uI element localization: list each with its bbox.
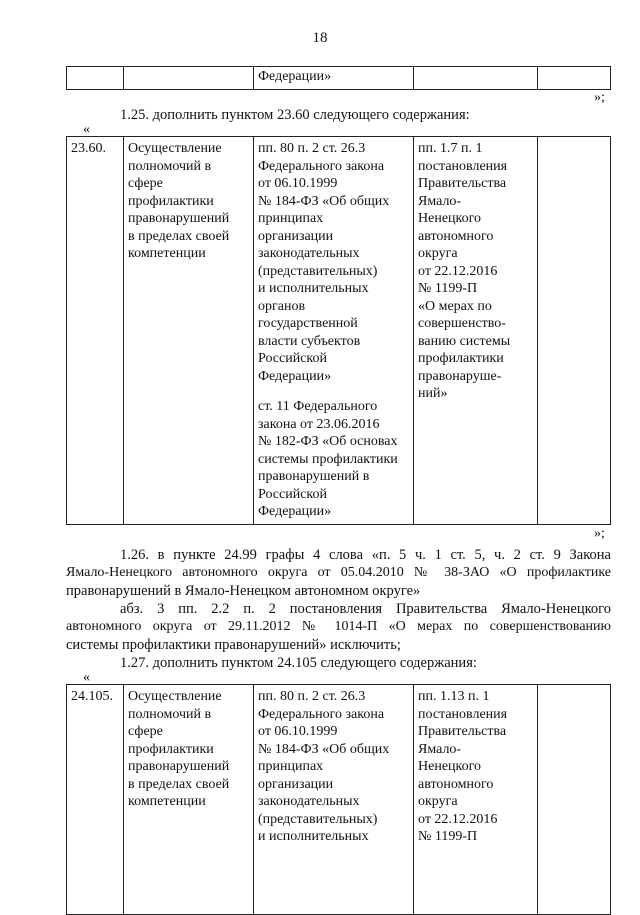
table-cell	[538, 67, 611, 90]
opening-quote-mark: «	[83, 122, 90, 137]
empty-cell	[538, 137, 611, 525]
regional-basis-text: пп. 1.13 п. 1 постановления Правительства Ямало- Ненецкого автономного округа от 22.12.2016 № 1199-П	[418, 689, 508, 844]
table-row-23-60	[66, 136, 611, 525]
regional-basis-cell	[414, 685, 538, 915]
table-cell	[67, 67, 124, 90]
paragraph-line: Ямало-Ненецкого автономного округа от 05.04.2010 № 38-ЗАО «О профилактике	[66, 565, 611, 580]
power-name-cell	[124, 137, 254, 525]
paragraph-line: 1.26. в пункте 24.99 графы 4 слова «п. 5 ч. 1 ст. 5, ч. 2 ст. 9 Закона	[120, 547, 611, 563]
paragraph-line: абз. 3 пп. 2.2 п. 2 постановления Правительства Ямало-Ненецкого	[120, 601, 611, 617]
paragraph-line: системы профилактики правонарушений» исключить;	[66, 637, 401, 653]
closing-quote-mark: »;	[594, 90, 605, 105]
row-number: 24.105.	[71, 689, 113, 704]
paragraph-line: правонарушений в Ямало-Ненецком автономном округе»	[66, 583, 421, 599]
row-number-cell	[67, 137, 124, 525]
empty-cell	[538, 685, 611, 915]
top-table-fragment	[66, 66, 611, 90]
table-cell	[124, 67, 254, 90]
power-name-cell	[124, 685, 254, 915]
paragraph-item-1-27: 1.27. дополнить пунктом 24.105 следующего содержания:	[120, 655, 477, 671]
row-number: 23.60.	[71, 141, 106, 156]
cell-text: Федерации»	[258, 69, 332, 84]
power-name: Осуществление полномочий в сфере профилактики правонарушений в пределах своей компетенции	[128, 689, 230, 809]
table-cell	[414, 67, 538, 90]
table-row-24-105	[66, 684, 611, 915]
power-name: Осуществление полномочий в сфере профилактики правонарушений в пределах своей компетенции	[128, 141, 230, 261]
opening-quote-mark: «	[83, 670, 90, 685]
paragraph-item-1-25: 1.25. дополнить пунктом 23.60 следующего содержания:	[120, 107, 470, 123]
paragraph-line: автономного округа от 29.11.2012 № 1014-П «О мерах по совершенствованию	[66, 619, 611, 634]
regional-basis-text: пп. 1.7 п. 1 постановления Правительства Ямало- Ненецкого автономного округа от 22.12.2016 № 1199-П «О мерах по совершенство- ванию системы профилактики правонаруше- ний»	[418, 141, 511, 401]
closing-quote-mark: »;	[594, 526, 605, 541]
federal-basis-text: пп. 80 п. 2 ст. 26.3 Федерального закона от 06.10.1999 № 184-ФЗ «Об общих принципах организации законодательных (представительных) и исполнительных органов государственной власти субъектов Российской Федерации»	[258, 141, 390, 384]
table-cell	[254, 67, 414, 90]
federal-basis-text: пп. 80 п. 2 ст. 26.3 Федерального закона от 06.10.1999 № 184-ФЗ «Об общих принципах организации законодательных (представительных) и исполнительных	[258, 689, 390, 844]
row-number-cell	[67, 685, 124, 915]
federal-basis-cell	[254, 137, 414, 525]
page-number: 18	[312, 30, 328, 46]
federal-basis-cell	[254, 685, 414, 915]
regional-basis-cell	[414, 137, 538, 525]
federal-basis-text: ст. 11 Федерального закона от 23.06.2016 № 182-ФЗ «Об основах системы профилактики правонарушений в Российской Федерации»	[258, 399, 398, 519]
